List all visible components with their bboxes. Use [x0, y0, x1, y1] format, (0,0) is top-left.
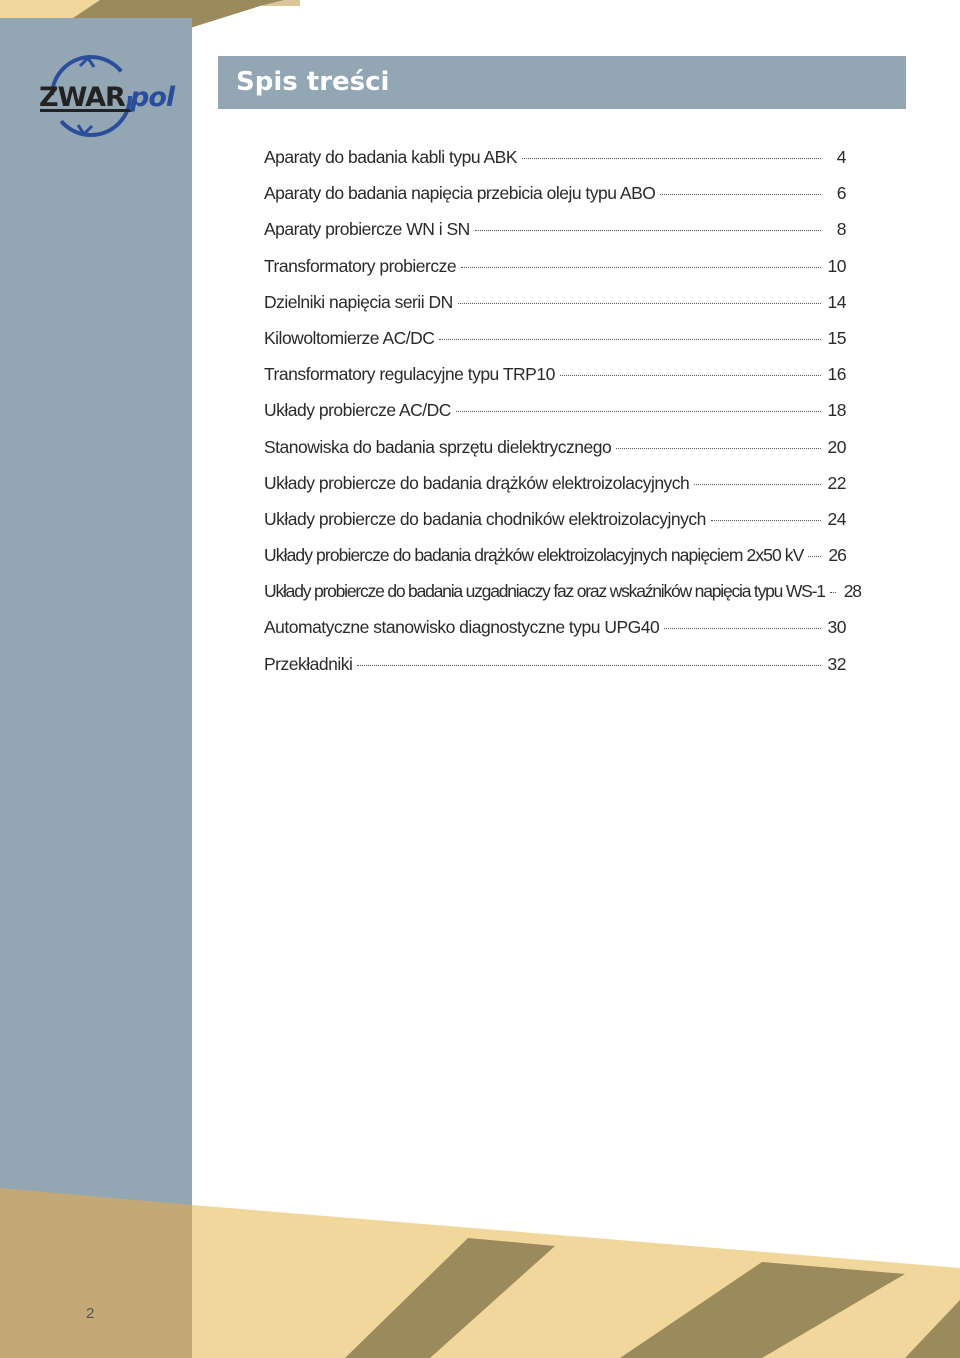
toc-entry[interactable] — [264, 509, 846, 545]
toc-entry[interactable] — [264, 183, 846, 219]
toc-entry-title: Układy probiercze AC/DC — [264, 400, 451, 421]
toc-entry[interactable] — [264, 147, 846, 183]
toc-entry[interactable] — [264, 219, 846, 255]
table-of-contents — [264, 147, 861, 690]
footer-page-number: 2 — [86, 1305, 95, 1322]
logo-text-main: ZWAR — [39, 82, 125, 113]
toc-leader-dots — [616, 448, 821, 449]
toc-entry-title: Stanowiska do badania sprzętu dielektrycznego — [264, 436, 612, 457]
toc-entry-title: Układy probiercze do badania uzgadniaczy faz oraz wskaźników napięcia typu WS-1 — [264, 581, 825, 602]
toc-entry[interactable] — [264, 545, 846, 581]
toc-entry[interactable] — [264, 256, 846, 292]
toc-leader-dots — [357, 665, 821, 666]
toc-entry-title: Kilowoltomierze AC/DC — [264, 327, 435, 348]
toc-leader-dots — [461, 267, 821, 268]
toc-entry-page: 18 — [827, 400, 846, 421]
toc-entry-page: 16 — [827, 364, 846, 385]
toc-leader-dots — [522, 158, 821, 159]
toc-entry[interactable] — [264, 473, 846, 509]
toc-entry[interactable] — [264, 328, 846, 364]
toc-leader-dots — [456, 411, 821, 412]
toc-entry-page: 32 — [827, 653, 846, 674]
logo-text-suffix: pol — [130, 82, 175, 113]
toc-leader-dots — [660, 194, 821, 195]
toc-entry-title: Dzielniki napięcia serii DN — [264, 291, 453, 312]
toc-entry[interactable] — [264, 581, 861, 617]
toc-leader-dots — [458, 303, 821, 304]
toc-entry-page: 8 — [836, 219, 846, 240]
toc-entry-page: 30 — [827, 617, 846, 638]
toc-leader-dots — [808, 556, 821, 557]
toc-entry[interactable] — [264, 292, 846, 328]
toc-leader-dots — [664, 628, 821, 629]
toc-entry-page: 28 — [843, 581, 861, 602]
toc-entry-page: 14 — [827, 291, 846, 312]
toc-entry-title: Przekładniki — [264, 653, 353, 674]
toc-entry-page: 20 — [827, 436, 846, 457]
toc-leader-dots — [475, 230, 821, 231]
toc-entry-title: Układy probiercze do badania chodników elektroizolacyjnych — [264, 508, 706, 529]
toc-entry-page: 24 — [827, 508, 846, 529]
toc-leader-dots — [439, 339, 821, 340]
bottom-tan-band — [0, 1188, 192, 1358]
logo-graphic — [36, 50, 186, 142]
page-title: Spis treści — [236, 67, 390, 97]
toc-entry-title: Automatyczne stanowisko diagnostyczne typu UPG40 — [264, 617, 660, 638]
toc-entry-page: 6 — [836, 183, 846, 204]
toc-entry-title: Aparaty probiercze WN i SN — [264, 219, 470, 240]
toc-leader-dots — [694, 484, 821, 485]
toc-entry-title: Transformatory regulacyjne typu TRP10 — [264, 364, 555, 385]
toc-leader-dots — [560, 375, 821, 376]
toc-entry-title: Aparaty do badania napięcia przebicia oleju typu ABO — [264, 183, 656, 204]
toc-entry-title: Transformatory probiercze — [264, 255, 457, 276]
toc-entry[interactable] — [264, 364, 846, 400]
toc-entry-page: 26 — [828, 545, 846, 566]
toc-entry[interactable] — [264, 437, 846, 473]
toc-entry-page: 15 — [827, 327, 846, 348]
toc-entry-title: Układy probiercze do badania drążków elektroizolacyjnych — [264, 472, 690, 493]
toc-entry-title: Układy probiercze do badania drążków elektroizolacyjnych napięciem 2x50 kV — [264, 545, 804, 566]
toc-entry-page: 10 — [827, 255, 846, 276]
toc-entry-page: 22 — [827, 472, 846, 493]
toc-entry-page: 4 — [836, 147, 846, 167]
toc-leader-dots — [830, 592, 836, 593]
toc-entry[interactable] — [264, 654, 846, 690]
toc-entry-title: Aparaty do badania kabli typu ABK — [264, 147, 517, 167]
toc-entry[interactable] — [264, 617, 846, 653]
left-sidebar-band — [0, 18, 192, 1358]
toc-leader-dots — [711, 520, 821, 521]
zwarpol-logo — [36, 50, 186, 142]
title-bar — [218, 56, 906, 109]
toc-entry[interactable] — [264, 400, 846, 436]
